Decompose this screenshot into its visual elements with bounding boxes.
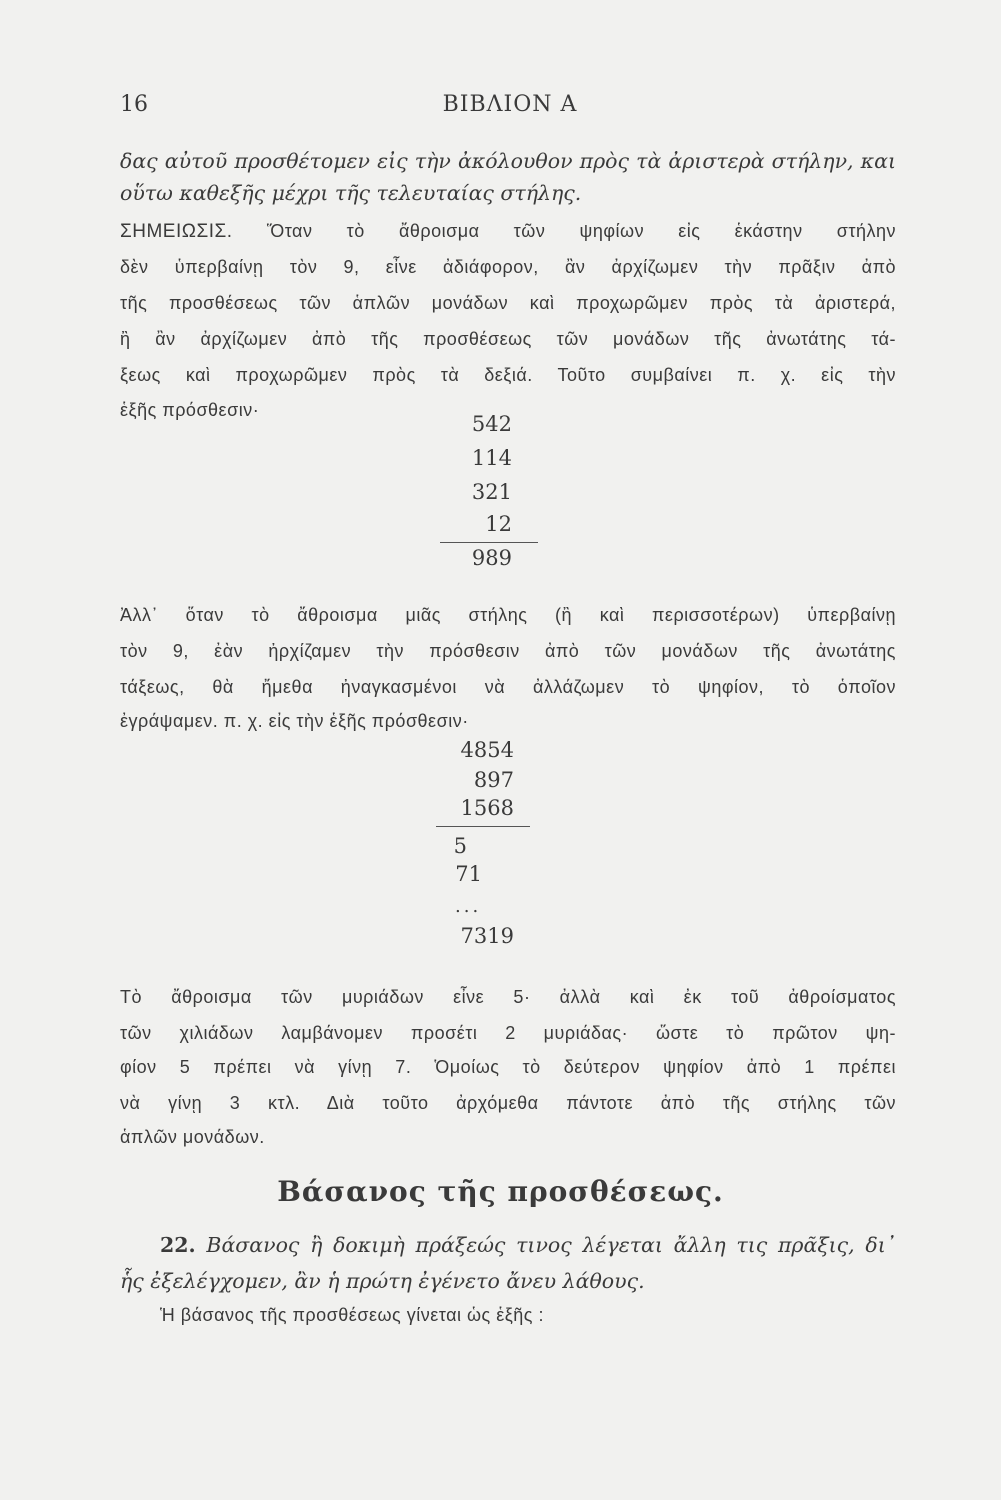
para22-text-1: Βάσανος ἢ δοκιμὴ πράξεώς τινος λέγεται ἄλλη τις πρᾶξις, δι᾽ bbox=[206, 1233, 896, 1257]
addend: 1568 bbox=[460, 796, 514, 820]
para2-line-2: τὸν 9, ἐὰν ἠρχίζαμεν τὴν πρόσθεσιν ἀπὸ τῶν μονάδων τῆς ἀνωτάτης bbox=[120, 641, 896, 661]
para3-line-2: τῶν χιλιάδων λαμβάνομεν προσέτι 2 μυριάδας· ὥστε τὸ πρῶτον ψη- bbox=[120, 1023, 896, 1043]
sum-rule bbox=[436, 826, 530, 827]
para22-line-3: Ἡ βάσανος τῆς προσθέσεως γίνεται ὡς ἑξῆς : bbox=[160, 1305, 544, 1325]
running-title: ΒΙΒΛΙΟΝ Α bbox=[442, 92, 578, 117]
sum-rule bbox=[440, 542, 538, 543]
page-header bbox=[120, 92, 900, 122]
para3-line-1: Τὸ ἄθροισμα τῶν μυριάδων εἶνε 5· ἀλλὰ καὶ ἐκ τοῦ ἀθροίσματος bbox=[120, 987, 896, 1007]
para3-line-4: νὰ γίνῃ 3 κτλ. Διὰ τοῦτο ἀρχόμεθα πάντοτε ἀπὸ τῆς στήλης τῶν bbox=[120, 1093, 896, 1113]
ellipsis-dots: ... bbox=[455, 896, 482, 917]
note-line-2: τῆς προσθέσεως τῶν ἁπλῶν μονάδων καὶ προχωρῶμεν πρὸς τὰ ἀριστερά, bbox=[120, 293, 896, 313]
addend: 114 bbox=[471, 446, 512, 470]
para3-line-5: ἁπλῶν μονάδων. bbox=[120, 1127, 265, 1147]
para2-line-1: Ἀλλ᾽ ὅταν τὸ ἄθροισμα μιᾶς στήλης (ἢ καὶ περισσοτέρων) ὑπερβαίνῃ bbox=[120, 605, 896, 625]
section-heading: Βάσανος τῆς προσθέσεως. bbox=[277, 1175, 724, 1208]
note-line-1: δὲν ὑπερβαίνῃ τὸν 9, εἶνε ἀδιάφορον, ἂν ἀρχίζωμεν τὴν πρᾶξιν ἀπὸ bbox=[120, 257, 896, 277]
addend: 321 bbox=[471, 480, 512, 504]
intro-line-2: οὕτω καθεξῆς μέχρι τῆς τελευταίας στήλης. bbox=[120, 181, 582, 205]
note-line-4: ξεως καὶ προχωρῶμεν πρὸς τὰ δεξιά. Τοῦτο συμβαίνει π. χ. εἰς τὴν bbox=[120, 365, 896, 385]
page-number: 16 bbox=[120, 92, 148, 117]
partial-sum: 5 bbox=[453, 834, 467, 858]
para22-line-2: ἧς ἐξελέγχομεν, ἂν ἡ πρώτη ἐγένετο ἄνευ λάθους. bbox=[120, 1269, 645, 1293]
addend: 4854 bbox=[460, 738, 514, 762]
addend: 897 bbox=[473, 768, 514, 792]
note-first-line bbox=[120, 216, 896, 247]
para2-line-3: τάξεως, θὰ ἤμεθα ἠναγκασμένοι νὰ ἀλλάζωμεν τὸ ψηφίον, τὸ ὁποῖον bbox=[120, 677, 896, 697]
addend: 12 bbox=[485, 512, 512, 536]
para2-line-4: ἐγράψαμεν. π. χ. εἰς τὴν ἑξῆς πρόσθεσιν· bbox=[120, 711, 469, 731]
para3-line-3: φίον 5 πρέπει νὰ γίνῃ 7. Ὁμοίως τὸ δεύτερον ψηφίον ἀπὸ 1 πρέπει bbox=[120, 1057, 896, 1077]
addend: 542 bbox=[471, 412, 512, 436]
note-first-text: Ὅταν τὸ ἄθροισμα τῶν ψηφίων εἰς ἑκάστην στήλην bbox=[266, 221, 896, 241]
note-label: ΣΗΜΕΙΩΣΙΣ. bbox=[120, 221, 233, 242]
para22-line-1 bbox=[160, 1230, 896, 1260]
note-line-5: ἑξῆς πρόσθεσιν· bbox=[120, 400, 260, 420]
section-number: 22. bbox=[160, 1233, 196, 1257]
intro-line-1: δας αὐτοῦ προσθέτομεν εἰς τὴν ἀκόλουθον πρὸς τὰ ἀριστερὰ στήλην, και bbox=[120, 149, 896, 173]
partial-sum: 71 bbox=[455, 862, 482, 886]
sum: 989 bbox=[471, 546, 512, 570]
note-line-3: ἢ ἂν ἀρχίζωμεν ἀπὸ τῆς προσθέσεως τῶν μονάδων τῆς ἀνωτάτης τά- bbox=[120, 329, 896, 349]
sum: 7319 bbox=[460, 924, 514, 948]
